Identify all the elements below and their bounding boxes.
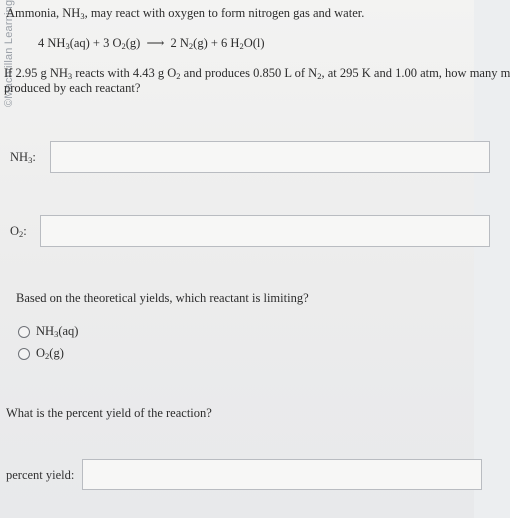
limiting-question: Based on the theoretical yields, which reactant is limiting? xyxy=(16,291,309,305)
option-label: $NH_3(aq)$ xyxy=(36,324,79,339)
percent-yield-question: What is the percent yield of the reaction? xyxy=(6,406,212,420)
radio-button[interactable] xyxy=(18,348,30,360)
question-given: If 2.95 g $NH_3$ reacts with 4.43 g $O_2$ and produces 0.850 L of $N_2$, at 295 K and 1.00 atm, how many m xyxy=(4,66,510,81)
reaction-equation: 4 $NH_3(aq) + 3$ $O_2(g)$ ⟶ 2 $N_2(g) + 6$ $H_2O(l)$ xyxy=(38,36,265,51)
nh3-label: $NH_3$: xyxy=(10,150,36,165)
percent-yield-input[interactable] xyxy=(82,459,482,490)
o2-answer-input[interactable] xyxy=(40,215,490,247)
publisher-watermark: ©Macmillan Learning xyxy=(3,0,15,107)
percent-yield-label: percent yield: xyxy=(6,468,75,482)
question-given-line2: produced by each reactant? xyxy=(4,81,141,95)
reaction-arrow: ⟶ xyxy=(146,36,165,50)
nh3-answer-input[interactable] xyxy=(50,141,490,173)
question-intro: Ammonia, $NH_3$, may react with oxygen to form nitrogen gas and water. xyxy=(6,6,365,21)
o2-label: $O_2$: xyxy=(10,224,27,239)
option-label: $O_2(g)$ xyxy=(36,346,64,361)
radio-button[interactable] xyxy=(18,326,30,338)
